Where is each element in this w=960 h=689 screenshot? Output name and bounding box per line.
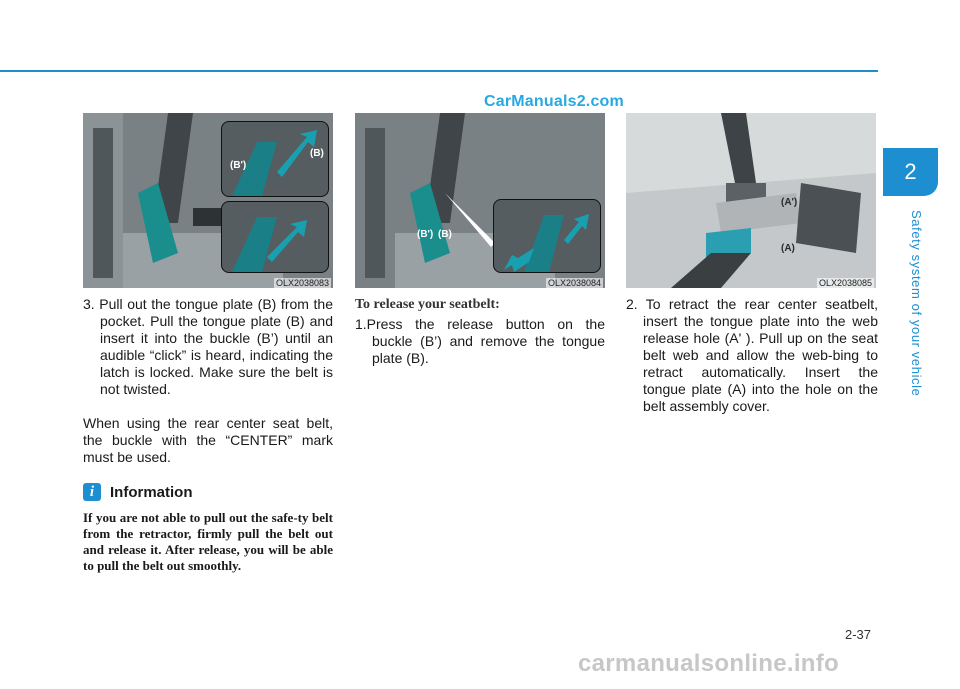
column-1 bbox=[83, 296, 333, 574]
page-number: 2-37 bbox=[845, 627, 872, 642]
inset-release bbox=[493, 199, 601, 273]
column-3 bbox=[626, 296, 878, 415]
label-b: (B) bbox=[438, 229, 452, 240]
release-heading: To release your seatbelt: bbox=[355, 297, 500, 312]
header-rule bbox=[0, 70, 878, 72]
figure-code: OLX2038084 bbox=[547, 278, 601, 288]
arrow-graphic bbox=[222, 202, 328, 272]
arrow-graphic bbox=[222, 122, 328, 196]
step-1-text: 1.Press the release button on the buckle (B’) and remove the tongue plate (B). bbox=[355, 316, 605, 366]
information-header bbox=[83, 483, 333, 501]
inset-bottom bbox=[221, 201, 329, 273]
info-icon: i bbox=[83, 483, 101, 501]
inset-top bbox=[221, 121, 329, 197]
column-2 bbox=[355, 296, 605, 367]
arrow-graphic bbox=[494, 200, 600, 272]
chapter-number: 2 bbox=[904, 159, 917, 184]
information-title: Information bbox=[110, 483, 193, 501]
label-a-prime: (A') bbox=[781, 197, 798, 208]
watermark-top: CarManuals2.com bbox=[484, 93, 624, 110]
label-a: (A) bbox=[781, 243, 795, 254]
belt-cover-illustration bbox=[626, 113, 876, 288]
label-b-prime: (B') bbox=[417, 229, 434, 240]
figure-code: OLX2038083 bbox=[275, 278, 329, 288]
figure-insert-tongue-plate bbox=[83, 113, 333, 288]
chapter-tab bbox=[883, 148, 938, 196]
step-3-text: 3. Pull out the tongue plate (B) from the pocket. Pull the tongue plate (B) and insert it into the buckle (B’) until an audible “click” is heard, indicating the latch is locked. Make sure the belt is not twisted. bbox=[83, 296, 333, 397]
label-b: (B) bbox=[310, 148, 324, 159]
label-b-prime: (B') bbox=[230, 160, 247, 171]
step-2-text: 2. To retract the rear center seatbelt, insert the tongue plate into the web release hole (A' ). Pull up on the seat belt web and allow the web-bing to retract automatically. Insert the tongue plate (A) into the hole on the belt assembly cover. bbox=[626, 296, 878, 414]
figure-code: OLX2038085 bbox=[818, 278, 872, 288]
chapter-title: Safety system of your vehicle bbox=[909, 210, 924, 397]
center-buckle-note: When using the rear center seat belt, the buckle with the “CENTER” mark must be used. bbox=[83, 415, 333, 465]
figure-retract-seatbelt bbox=[626, 113, 876, 288]
information-text: If you are not able to pull out the safe-ty belt from the retractor, firmly pull the belt out and release it. After release, you will be able to pull the belt out smoothly. bbox=[83, 510, 333, 573]
figure-release-seatbelt bbox=[355, 113, 605, 288]
watermark-bottom: carmanualsonline.info bbox=[578, 650, 840, 677]
